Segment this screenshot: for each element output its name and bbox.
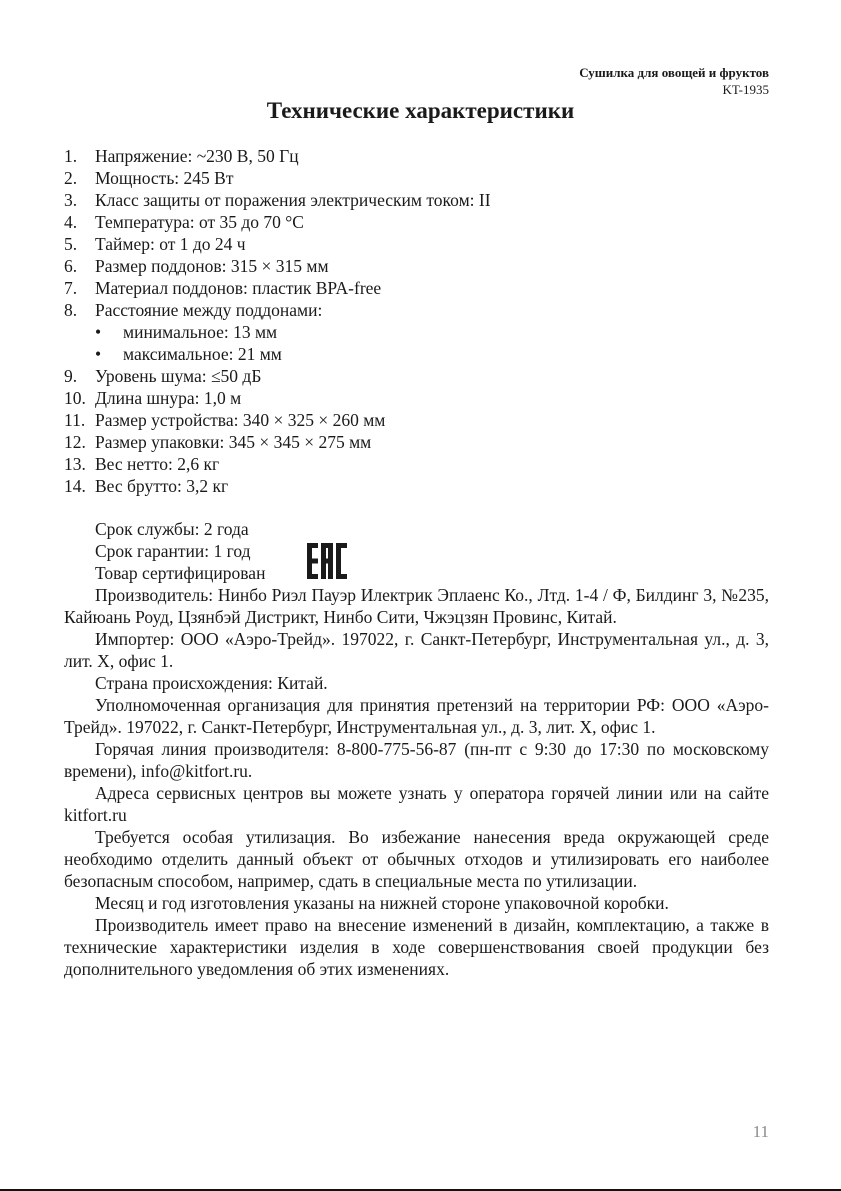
manufacturer-paragraph: Производитель: Нинбо Риэл Пауэр Илектрик Эплаенс Ко., Лтд. 1-4 / Ф, Билдинг 3, №235, Кайюань Роуд, Цзянбэй Дистрикт, Нинбо Сити, Чжэцзян Провинс, Китай. (64, 585, 769, 627)
spec-number: 4. (64, 212, 78, 232)
spec-subitem-text: минимальное: 13 мм (123, 322, 278, 342)
spec-number: 9. (64, 366, 78, 386)
spec-item (64, 409, 764, 431)
spec-text: Уровень шума: ≤50 дБ (95, 366, 262, 386)
spec-number: 10. (64, 388, 86, 408)
spec-text: Напряжение: ~230 В, 50 Гц (95, 146, 299, 166)
spec-item (64, 233, 764, 255)
spec-item (64, 211, 764, 233)
page-number: 11 (752, 1122, 769, 1141)
spec-number: 7. (64, 278, 78, 298)
spec-number: 11. (64, 410, 86, 430)
spec-subitem-text: максимальное: 21 мм (123, 344, 282, 364)
spec-item (64, 365, 764, 387)
authorized-org-paragraph: Уполномоченная организация для принятия претензий на территории РФ: ООО «Аэро-Трейд». 197022, г. Санкт-Петербург, Инструментальная ул., д. 3, лит. Х, офис 1. (64, 695, 769, 737)
spec-item (64, 431, 764, 453)
warranty-period: Срок гарантии: 1 год (95, 541, 251, 561)
spec-item (64, 475, 764, 497)
spec-text: Класс защиты от поражения электрическим током: II (95, 190, 491, 210)
spec-number: 5. (64, 234, 78, 254)
spec-number: 13. (64, 454, 86, 474)
spec-item (64, 167, 764, 189)
spec-item (64, 189, 764, 211)
service-centers-paragraph: Адреса сервисных центров вы можете узнать у оператора горячей линии или на сайте kitfort.ru (64, 783, 769, 825)
spec-text: Мощность: 245 Вт (95, 168, 234, 188)
service-life: Срок службы: 2 года (95, 519, 249, 539)
spec-number: 8. (64, 300, 78, 320)
importer-paragraph: Импортер: ООО «Аэро-Трейд». 197022, г. Санкт-Петербург, Инструментальная ул., д. 3, лит. Х, офис 1. (64, 629, 769, 671)
changes-paragraph: Производитель имеет право на внесение изменений в дизайн, комплектацию, а также в технические характеристики изделия в ходе совершенствования своей продукции без дополнительного уведомления об этих изменениях. (64, 915, 769, 979)
spec-text: Таймер: от 1 до 24 ч (95, 234, 246, 254)
running-header (579, 64, 769, 98)
spec-number: 12. (64, 432, 86, 452)
bullet-marker: • (95, 344, 102, 364)
spec-subitem (64, 321, 764, 343)
spec-text: Вес нетто: 2,6 кг (95, 454, 220, 474)
bullet-marker: • (95, 322, 102, 342)
spec-text: Размер устройства: 340 × 325 × 260 мм (95, 410, 386, 430)
header-product-name: Сушилка для овощей и фруктов (579, 65, 769, 80)
spec-text: Материал поддонов: пластик BPA-free (95, 278, 382, 298)
spec-text: Размер упаковки: 345 × 345 × 275 мм (95, 432, 372, 452)
spec-item (64, 255, 764, 277)
spec-number: 2. (64, 168, 78, 188)
spec-number: 1. (64, 146, 78, 166)
spec-text: Расстояние между поддонами: (95, 300, 323, 320)
spec-number: 3. (64, 190, 78, 210)
disposal-paragraph: Требуется особая утилизация. Во избежание нанесения вреда окружающей среде необходимо отделить данный объект от обычных отходов и утилизировать его наиболее безопасным способом, например, сдать в специальные места по утилизации. (64, 827, 769, 891)
spec-item (64, 145, 764, 167)
spec-text: Температура: от 35 до 70 °С (95, 212, 304, 232)
spec-text: Длина шнура: 1,0 м (95, 388, 242, 408)
spec-item (64, 299, 764, 321)
page-title: Технические характеристики (266, 98, 575, 123)
spec-subitem (64, 343, 764, 365)
spec-number: 6. (64, 256, 78, 276)
legal-info (64, 584, 769, 980)
service-info (95, 518, 265, 584)
spec-item (64, 387, 764, 409)
certification-note: Товар сертифицирован (95, 563, 266, 583)
spec-item (64, 277, 764, 299)
spec-text: Размер поддонов: 315 × 315 мм (95, 256, 329, 276)
header-model: KT-1935 (722, 82, 769, 97)
spec-list (64, 145, 764, 497)
manufacture-date-paragraph: Месяц и год изготовления указаны на нижней стороне упаковочной коробки. (95, 893, 669, 913)
spec-item (64, 453, 764, 475)
hotline-paragraph: Горячая линия производителя: 8-800-775-56-87 (пн-пт с 9:30 до 17:30 по московскому времени), info@kitfort.ru. (64, 739, 769, 781)
spec-text: Вес брутто: 3,2 кг (95, 476, 229, 496)
spec-number: 14. (64, 476, 86, 496)
eac-certification-icon (305, 542, 349, 580)
origin-paragraph: Страна происхождения: Китай. (95, 673, 328, 693)
